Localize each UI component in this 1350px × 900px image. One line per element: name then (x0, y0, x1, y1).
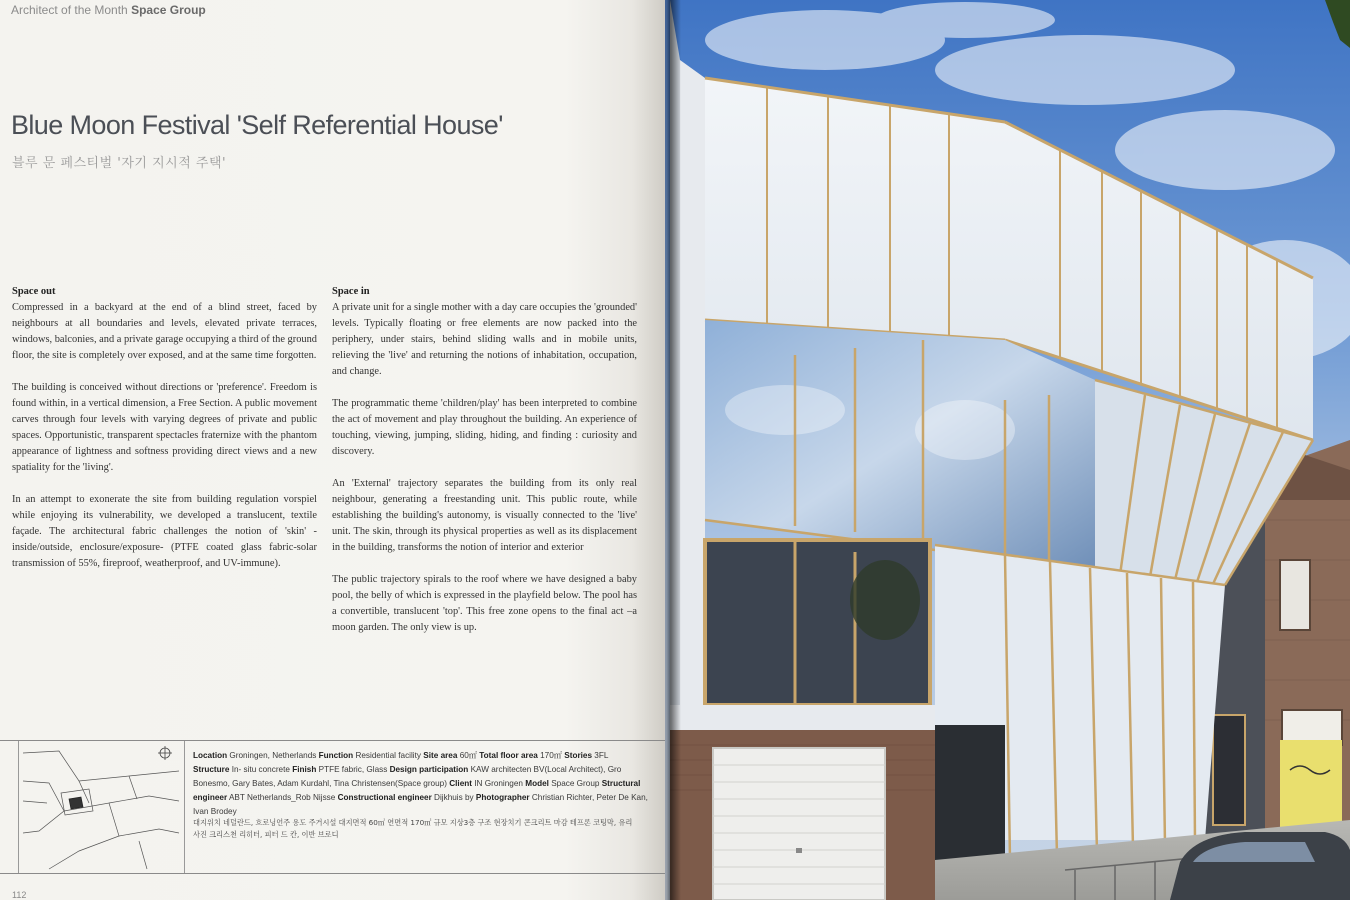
project-info-box (0, 740, 665, 874)
credit-label: Finish (292, 765, 317, 774)
site-plan-svg (19, 741, 184, 873)
credit-value: 3FL (594, 751, 609, 760)
space-in-paragraph: A private unit for a single mother with a day care occupies the 'grounded' levels. Typically floating or free elements are now packed into the periphery, under stairs, behind sliding walls and in mobile units, relieving the 'live' and returning the notions of inhabitation, occupation, and change. (332, 302, 637, 377)
credit-value: In- situ concrete (231, 765, 290, 774)
space-out-paragraph: In an attempt to exonerate the site from building regulation vorspiel while enjoying its vulnerability, we developed a translucent, textile façade. The architectural fabric challenges the notion of 'skin' -inside/outside, enclosure/exposure- (PTFE coated glass fabric-solar transmission of 55%, fireproof, weatherproof, and UV-immune). (12, 494, 317, 569)
credit-label: Design participation (389, 765, 469, 774)
credits-korean-line: 대지위치 네덜란드, 흐로닝언주 용도 주거시설 대지면적 60㎡ 연면적 170㎡ 규모 지상3층 구조 현장치기 콘크리트 마감 테프론 코팅막, 유리 (193, 818, 633, 827)
credit-label: Function (318, 751, 354, 760)
credit-value: IN Groningen (474, 779, 523, 788)
space-in-paragraph: The programmatic theme 'children/play' has been interpreted to combine the act of movement and play throughout the building. An experience of touching, viewing, jumping, sliding, hiding, and finding : curiosity and discovery. (332, 398, 637, 457)
running-head-architect: Space Group (131, 3, 206, 17)
left-page (0, 0, 665, 900)
credit-label: Structure (193, 765, 230, 774)
credit-label: Photographer (475, 793, 530, 802)
credit-value: Christian Richter, Peter De Kan, Ivan Brodey (193, 793, 648, 816)
credit-label: Total floor area (479, 751, 538, 760)
space-in-heading: Space in (332, 286, 370, 297)
book-gutter-shadow (665, 0, 681, 900)
article-subtitle-korean: 블루 문 페스티벌 '자기 지시적 주택' (12, 156, 227, 171)
credit-label: Model (525, 779, 549, 788)
space-in-paragraph: An 'External' trajectory separates the building from its only real neighbour, generating a freestanding unit. This public route, while establishing the building's autonomy, is visually connected to the 'live' unit. The skin, through its physical properties as well as its displacement in the building, transforms the notion of interior and exterior (332, 478, 637, 553)
credit-label: Client (449, 779, 472, 788)
credit-label: Stories (564, 751, 593, 760)
column-space-out (12, 284, 317, 588)
credit-value: PTFE fabric, Glass (318, 765, 388, 774)
space-out-paragraph: Compressed in a backyard at the end of a blind street, faced by neighbours at all boundaries and levels, elevated private terraces, windows, balconies, and a private garage occupying a third of the ground floor, the site is completely over exposed, and at the same time forgotten. (12, 302, 317, 361)
credit-label: Location (193, 751, 228, 760)
credit-value: Groningen, Netherlands (229, 751, 317, 760)
space-out-paragraph: The building is conceived without directions or 'preference'. Freedom is found within, in a vertical dimension, a Free Section. A public movement carves through four levels with varying degrees of private and public spaces. Opportunistic, transparent spectacles fraternize with the phantom appearance of lightness and softness providing direct views and a new spatiality for the 'living'. (12, 382, 317, 473)
credit-value: Space Group (551, 779, 600, 788)
article-title: Blue Moon Festival 'Self Referential House' (11, 110, 503, 140)
credit-label: Site area (423, 751, 458, 760)
credit-value: KAW architecten BV(Local Architect), Gro Bonesmo, Gary Bates, Adam Kurdahl, Tina Christensen(Space group) (193, 765, 622, 788)
running-head-section: Architect of the Month (11, 3, 128, 17)
space-in-paragraph: The public trajectory spirals to the roof where we have designed a baby pool, the belly of which is expressed in the playfield below. The pool has a convertible, translucent 'top'. This free zone opens to the final act –a moon garden. The only view is up. (332, 574, 637, 633)
credit-label: Constructional engineer (337, 793, 432, 802)
column-space-in (332, 284, 637, 652)
credit-label: Structural engineer (193, 779, 641, 802)
project-credits (193, 749, 648, 819)
credit-value: 60㎡ (459, 751, 477, 760)
credit-value: Residential facility (355, 751, 421, 760)
credit-value: ABT Netherlands_Rob Nijsse (228, 793, 336, 802)
site-plan-drawing (18, 741, 185, 873)
building-photo (665, 0, 1350, 900)
credit-value: Dijkhuis by (434, 793, 474, 802)
page-number: 112 (12, 890, 27, 900)
space-out-heading: Space out (12, 286, 56, 297)
building-photo-svg (665, 0, 1350, 900)
running-head (11, 3, 206, 17)
credit-value: 170㎡ (540, 751, 562, 760)
project-credits-korean (193, 817, 648, 841)
credits-korean-line: 사진 크리스천 리히터, 피터 드 칸, 이반 브로디 (193, 830, 339, 839)
